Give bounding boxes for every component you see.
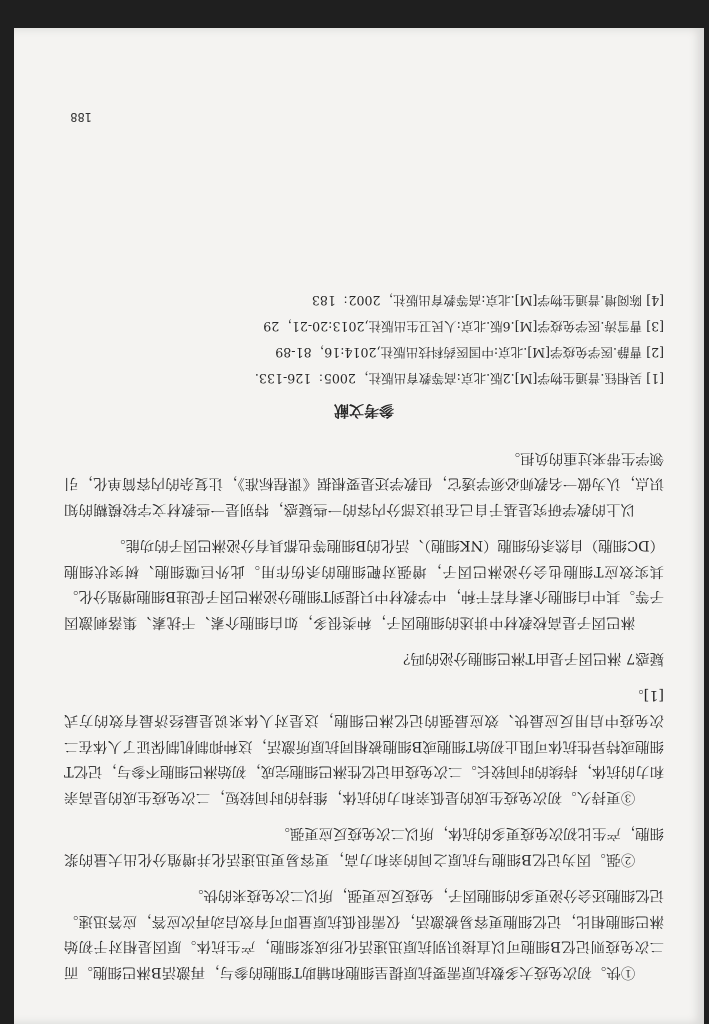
answer-paragraph-conclusion: 以上的教学研究是基于自己在讲这部分内容的一些疑惑，特别是一些教材文字较模糊的知识点，认为做一名教师必须学透它，但教学还是要根据《课程标准》，让复杂的内容简单化，引领学生带来过重的负担。 xyxy=(64,450,664,517)
text-body xyxy=(64,288,664,985)
references-list xyxy=(64,288,664,392)
scanned-page xyxy=(14,28,704,1024)
answer-paragraph-lymphokine: 淋巴因子是高校教材中讲述的细胞因子，种类很多，如白细胞介素、干扰素、集落刺激因子等。其中白细胞介素有若干种，中学教材中只提到T细胞分泌淋巴因子促进B细胞增殖分化。其实效应T细胞也会分泌淋巴因子，增强对靶细胞的杀伤作用。此外巨噬细胞、树突状细胞（DC细胞）自然杀伤细胞（NK细胞）、活化的B细胞等也都具有分泌淋巴因子的功能。 xyxy=(64,537,664,630)
reference-item: [2] 曹静.医学免疫学[M].北京:中国医药科技出版社,2014:16，81-89 xyxy=(275,345,664,361)
references-heading: 参考文献 xyxy=(334,402,395,421)
reference-item: [3] 曹雪涛.医学免疫学[M].6版.北京:人民卫生出版社,2013:20-21，29 xyxy=(263,319,664,335)
paragraph-second-point: ②强。因为记忆B细胞与抗原之间的亲和力高，更容易更迅速活化并增殖分化出大量的浆细胞，产生比初次免疫更多的抗体，所以二次免疫反应更强。 xyxy=(64,825,664,867)
reference-item: [1] 吴相钰.普通生物学[M].2版.北京:高等教育出版社，2005：126-133. xyxy=(254,371,664,387)
paragraph-first-point: ①快。初次免疫大多数抗原需要抗原提呈细胞和辅助T细胞的参与，再激活B淋巴细胞。而二次免疫则记忆B细胞可以直接识别抗原迅速活化形成浆细胞，产生抗体。原因是相对于初始淋巴细胞相比，记忆细胞更容易被激活，仅需很低抗原量即可有效启动再次应答，应答迅速。记忆细胞还会分泌更多的细胞因子，免疫反应更强，所以二次免疫来的快。 xyxy=(64,887,664,980)
page-content-rotated xyxy=(14,28,704,1024)
reference-item: [4] 陈阅增.普通生物学[M].北京:高等教育出版社，2002：183 xyxy=(311,293,664,309)
paragraph-third-point: ③更持久。初次免疫生成的是低亲和力的抗体，维持的时间较短，二次免疫生成的是高亲和力的抗体，持续的时间较长。二次免疫由记忆性淋巴细胞完成，初始淋巴细胞不参与，记忆T细胞或特异性抗体可阻止初始T细胞或B细胞被相同抗原所激活，这种抑制机制保证了人体在二次免疫中启用反应最快、效应最强的记忆淋巴细胞，这是对人体来说是最经济最有效的方式[1]。 xyxy=(64,687,664,805)
page-number: 188 xyxy=(70,110,92,124)
question-heading: 疑惑7 淋巴因子是由T淋巴细胞分泌的吗？ xyxy=(396,650,664,667)
